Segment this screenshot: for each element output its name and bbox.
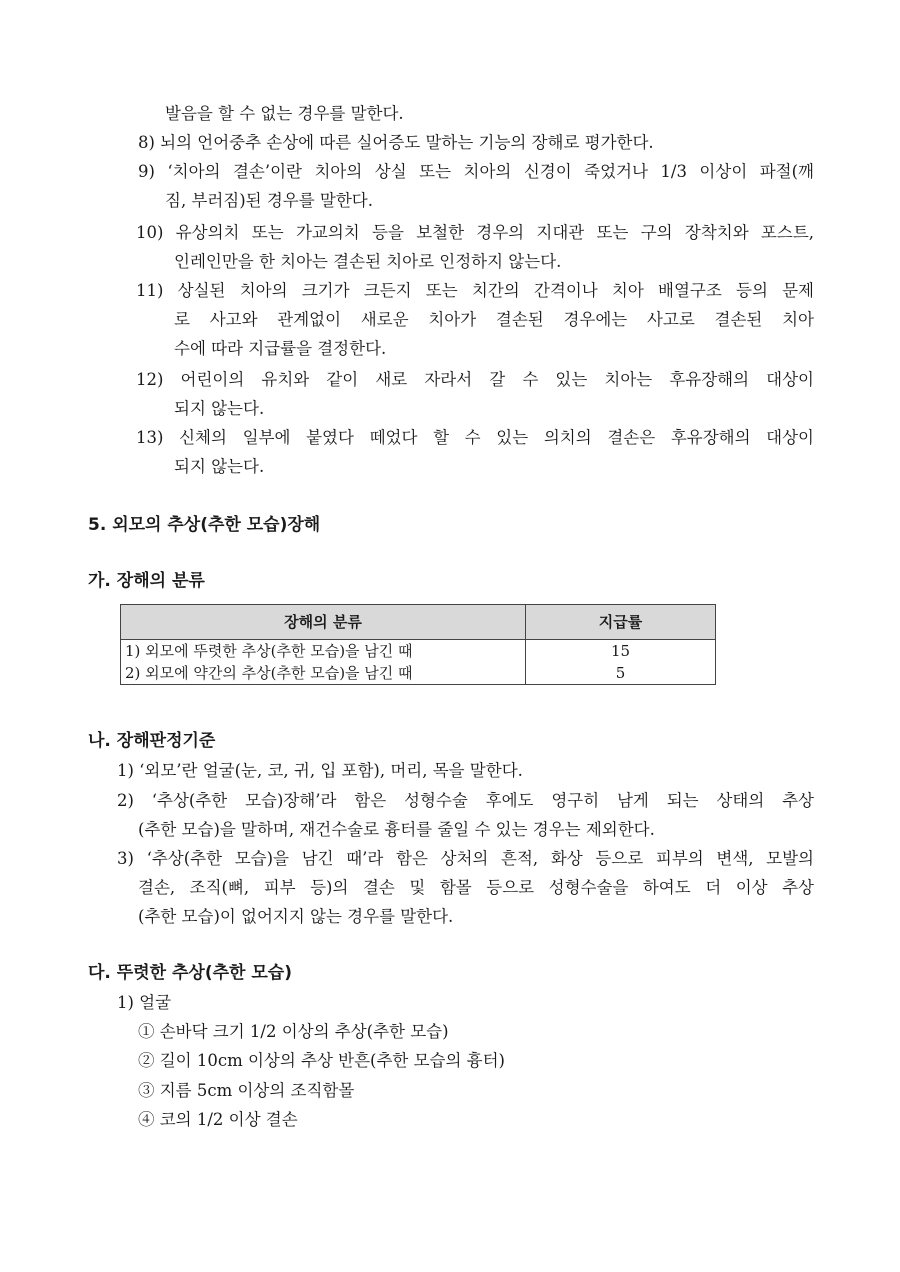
table-row <box>121 662 716 685</box>
text-line: 발음을 할 수 없는 경우를 말한다. <box>165 104 404 123</box>
text-line: 수에 따라 지급률을 결정한다. <box>174 339 387 358</box>
criteria-item: 1) ‘외모’란 얼굴(눈, 코, 귀, 입 포함), 머리, 목을 말한다. <box>117 761 523 780</box>
text-line: 인레인만을 한 치아는 결손된 치아로 인정하지 않는다. <box>174 252 562 271</box>
face-item: ④ 코의 1/2 이상 결손 <box>138 1110 298 1129</box>
face-item: ③ 지름 5cm 이상의 조직함몰 <box>138 1081 355 1100</box>
text-line: 결손, 조직(뼈, 피부 등)의 결손 및 함몰 등으로 성형수술을 하여도 더 이상 추상 <box>138 878 814 897</box>
list-item-8: 8) 뇌의 언어중추 손상에 따른 실어증도 말하는 기능의 장해로 평가한다. <box>138 133 654 152</box>
list-item-12: 12) 어린이의 유치와 같이 새로 자라서 갈 수 있는 치아는 후유장해의 대상이 <box>136 370 814 389</box>
table-cell-rate: 15 <box>526 640 716 663</box>
text-line: (추한 모습)이 없어지지 않는 경우를 말한다. <box>138 907 454 926</box>
text-line: 로 사고와 관계없이 새로운 치아가 결손된 경우에는 사고로 결손된 치아 <box>174 310 814 329</box>
text-line: 되지 않는다. <box>174 399 265 418</box>
text-line: 짐, 부러짐)된 경우를 말한다. <box>165 191 373 210</box>
face-item: ① 손바닥 크기 1/2 이상의 추상(추한 모습) <box>138 1022 449 1041</box>
list-item-13: 13) 신체의 일부에 붙였다 떼었다 할 수 있는 의치의 결손은 후유장해의 대상이 <box>136 428 814 447</box>
criteria-item: 2) ‘추상(추한 모습)장해’라 함은 성형수술 후에도 영구히 남게 되는 상태의 추상 <box>117 791 814 810</box>
section-heading: 5. 외모의 추상(추한 모습)장해 <box>88 515 321 535</box>
table-cell-classification: 1) 외모에 뚜렷한 추상(추한 모습)을 남긴 때 <box>121 640 526 663</box>
subsection-heading-b: 나. 장해판정기준 <box>88 731 216 751</box>
table-row <box>121 640 716 663</box>
criteria-item: 3) ‘추상(추한 모습)을 남긴 때’라 함은 상처의 흔적, 화상 등으로 피부의 변색, 모발의 <box>117 849 814 868</box>
table-cell-classification: 2) 외모에 약간의 추상(추한 모습)을 남긴 때 <box>121 662 526 685</box>
face-item: ② 길이 10cm 이상의 추상 반흔(추한 모습의 흉터) <box>138 1051 505 1070</box>
list-item-10: 10) 유상의치 또는 가교의치 등을 보철한 경우의 지대관 또는 구의 장착치와 포스트, <box>136 223 814 242</box>
list-item-9: 9) ‘치아의 결손’이란 치아의 상실 또는 치아의 신경이 죽었거나 1/3 이상이 파절(깨 <box>138 162 814 181</box>
list-item-11: 11) 상실된 치아의 크기가 크든지 또는 치간의 간격이나 치아 배열구조 등의 문제 <box>136 281 814 300</box>
subsection-heading-a: 가. 장해의 분류 <box>88 571 205 591</box>
text-line: 되지 않는다. <box>174 457 265 476</box>
disability-classification-table <box>120 604 716 685</box>
subsection-heading-c: 다. 뚜렷한 추상(추한 모습) <box>88 963 292 983</box>
face-heading: 1) 얼굴 <box>117 993 172 1012</box>
table-header-classification: 장해의 분류 <box>121 605 526 640</box>
text-line: (추한 모습)을 말하며, 재건수술로 흉터를 줄일 수 있는 경우는 제외한다. <box>138 820 655 839</box>
table-cell-rate: 5 <box>526 662 716 685</box>
table-header-rate: 지급률 <box>526 605 716 640</box>
